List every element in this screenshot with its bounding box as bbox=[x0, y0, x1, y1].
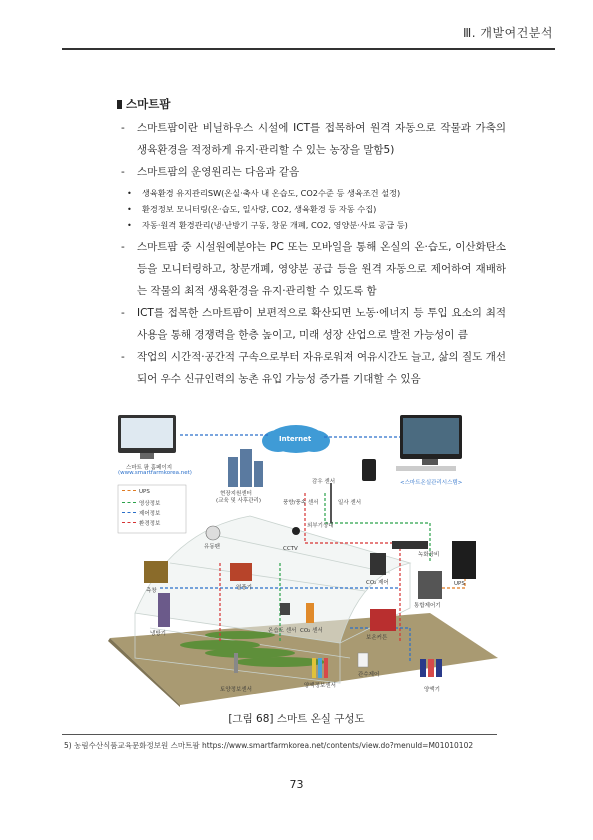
paragraph-text: ICT를 접목한 스마트팜이 보편적으로 확산되면 노동·에너지 등 투입 요소의 최적 사용을 통해 경쟁력을 한층 높이고, 미래 성장 산업으로 발전 가능성이 큼 bbox=[137, 307, 506, 341]
section-square-icon bbox=[117, 100, 122, 109]
footnote: 5) 농림수산식품교육문화정보원 스마트팜 https://www.smartfarmkorea.net/contents/view.do?menuId=M01010102 bbox=[64, 741, 474, 750]
soil-sensor-label: 토양정보센서 bbox=[220, 687, 252, 693]
legend-swatch bbox=[122, 512, 136, 513]
heat-curtain-label: 보온커튼 bbox=[366, 635, 388, 641]
solar-sensor-label: 일사 센서 bbox=[338, 500, 362, 506]
paragraph-text: 작업의 시간적·공간적 구속으로부터 자유로워져 여유시간도 늘고, 삶의 질도 개선되어 우수 신규인력의 농촌 유입 가능성 증가를 기대할 수 있음 bbox=[137, 351, 506, 385]
rain-sensor-label: 감우 센서 bbox=[312, 479, 336, 485]
co2-controller-icon bbox=[370, 553, 386, 575]
header-rule bbox=[62, 48, 555, 50]
heat-curtain-icon bbox=[370, 609, 396, 631]
building-icon bbox=[228, 449, 263, 487]
legend-label: 환경정보 bbox=[139, 521, 161, 527]
paragraph-text: 스마트팜이란 비닐하우스 시설에 ICT를 접목하여 원격 자동으로 작물과 가축의 생육환경을 적정하게 유지·관리할 수 있는 농장을 말함5) bbox=[137, 122, 506, 156]
paragraph-text: 스마트팜 중 시설원예분야는 PC 또는 모바일을 통해 온실의 온·습도, 이산화탄소 등을 모니터링하고, 창문개폐, 영양분 공급 등을 원격 자동으로 제어하여 재배하는 작물의 최적 생육환경을 유지·관리할 수 있도록 함 bbox=[137, 241, 506, 297]
bullet-mark: • bbox=[127, 220, 132, 230]
keyboard-icon bbox=[396, 466, 456, 471]
legend-swatch bbox=[122, 490, 136, 491]
cctv-icon bbox=[292, 527, 300, 535]
recorder-icon bbox=[392, 541, 428, 549]
wind-sensor-label: 풍향/풍속 센서 bbox=[283, 500, 319, 506]
bullet-text: 자동·원격 환경관리(냉·난방기 구동, 창문 개폐, CO2, 영양분·사료 공급 등) bbox=[142, 220, 408, 230]
recorder-label: 녹화장비 bbox=[418, 552, 440, 558]
figure-caption: [그림 68] 스마트 온실 구성도 bbox=[228, 713, 365, 725]
legend-item-environment bbox=[122, 519, 160, 527]
integrated-controller-icon bbox=[418, 571, 442, 599]
center-label: 현장지원센터 bbox=[220, 491, 252, 497]
heater-label: 열풍기 bbox=[236, 585, 252, 591]
nutrient-sensor-label: 양액정보센서 bbox=[304, 683, 336, 689]
center-sub-label: (교육 및 사후관리) bbox=[216, 498, 261, 504]
soil-sensor-icon bbox=[234, 653, 238, 673]
side-window-icon bbox=[144, 561, 168, 583]
bullet-text: 생육환경 유지관리SW(온실·축사 내 온습도, CO2수준 등 생육조건 설정) bbox=[142, 188, 401, 198]
legend-item-video bbox=[122, 499, 160, 507]
weather-station-label: 외부기상대 bbox=[307, 523, 334, 529]
legend-label: 영상정보 bbox=[139, 501, 161, 507]
co2-sensor-icon bbox=[306, 603, 314, 623]
weather-station-icon bbox=[330, 483, 332, 523]
cctv-label: CCTV bbox=[283, 546, 298, 552]
integrated-ctrl-label: 통합제어기 bbox=[414, 603, 441, 609]
irrigation-label: 관수제어 bbox=[358, 672, 380, 678]
bullet-3 bbox=[127, 219, 507, 231]
section-title bbox=[117, 96, 170, 112]
paragraph-text: 스마트팜의 운영원리는 다음과 같음 bbox=[137, 166, 300, 178]
co2-sensor-label: CO₂ 센서 bbox=[300, 628, 323, 634]
footnote-rule bbox=[62, 734, 497, 735]
bullet-mark: • bbox=[127, 204, 132, 214]
bullet-mark: • bbox=[127, 188, 132, 198]
fan-icon bbox=[206, 526, 220, 540]
website-url-label: (www.smartfarmkorea.net) bbox=[118, 470, 192, 476]
paragraph-4 bbox=[121, 302, 506, 346]
temp-sensor-icon bbox=[280, 603, 290, 615]
diagram-svg bbox=[100, 413, 500, 707]
legend-swatch bbox=[122, 522, 136, 523]
ups-icon bbox=[452, 541, 476, 579]
dash-mark: - bbox=[121, 307, 125, 319]
smart-greenhouse-diagram bbox=[100, 413, 500, 707]
pump-label: 양액기 bbox=[424, 687, 440, 693]
dash-mark: - bbox=[121, 351, 125, 363]
bullet-1 bbox=[127, 187, 507, 199]
paragraph-1 bbox=[121, 117, 506, 161]
paragraph-3 bbox=[121, 236, 506, 302]
paragraph-5 bbox=[121, 346, 506, 390]
page-number: 73 bbox=[289, 778, 304, 791]
dash-mark: - bbox=[121, 166, 125, 178]
fan-label: 유동팬 bbox=[204, 544, 220, 550]
chapter-header: Ⅲ. 개발여건분석 bbox=[463, 26, 553, 40]
phone-icon bbox=[362, 459, 376, 481]
paragraph-2 bbox=[121, 161, 506, 183]
legend-item-control bbox=[122, 509, 160, 517]
legend-swatch bbox=[122, 502, 136, 503]
cooler-label: 냉방기 bbox=[150, 631, 166, 637]
dash-mark: - bbox=[121, 241, 125, 253]
humidifier-label: 측창 bbox=[146, 588, 157, 594]
temp-sensor-label: 온습도 센서 bbox=[268, 628, 297, 634]
legend-label: UPS bbox=[139, 489, 150, 495]
section-title-text: 스마트팜 bbox=[126, 97, 171, 111]
cooler-icon bbox=[158, 593, 170, 627]
cloud-label: Internet bbox=[279, 435, 312, 443]
co2-control-label: CO₂ 제어 bbox=[366, 580, 389, 586]
dash-mark: - bbox=[121, 122, 125, 134]
mgmt-system-label: <스마트온실관리시스템> bbox=[400, 480, 463, 486]
legend-item-ups bbox=[122, 489, 150, 495]
irrigation-icon bbox=[358, 653, 368, 667]
website-name-label: 스마트 팜 홈페이지 bbox=[126, 465, 173, 471]
legend-label: 제어정보 bbox=[139, 511, 161, 517]
ups-label: UPS bbox=[454, 581, 465, 587]
heater-icon bbox=[230, 563, 252, 581]
nutrient-sensor-icon bbox=[312, 658, 328, 678]
bullet-text: 환경정보 모니터링(온·습도, 일사량, CO2, 생육환경 등 자동 수집) bbox=[142, 204, 377, 214]
bullet-2 bbox=[127, 203, 507, 215]
pump-icon bbox=[420, 659, 442, 677]
